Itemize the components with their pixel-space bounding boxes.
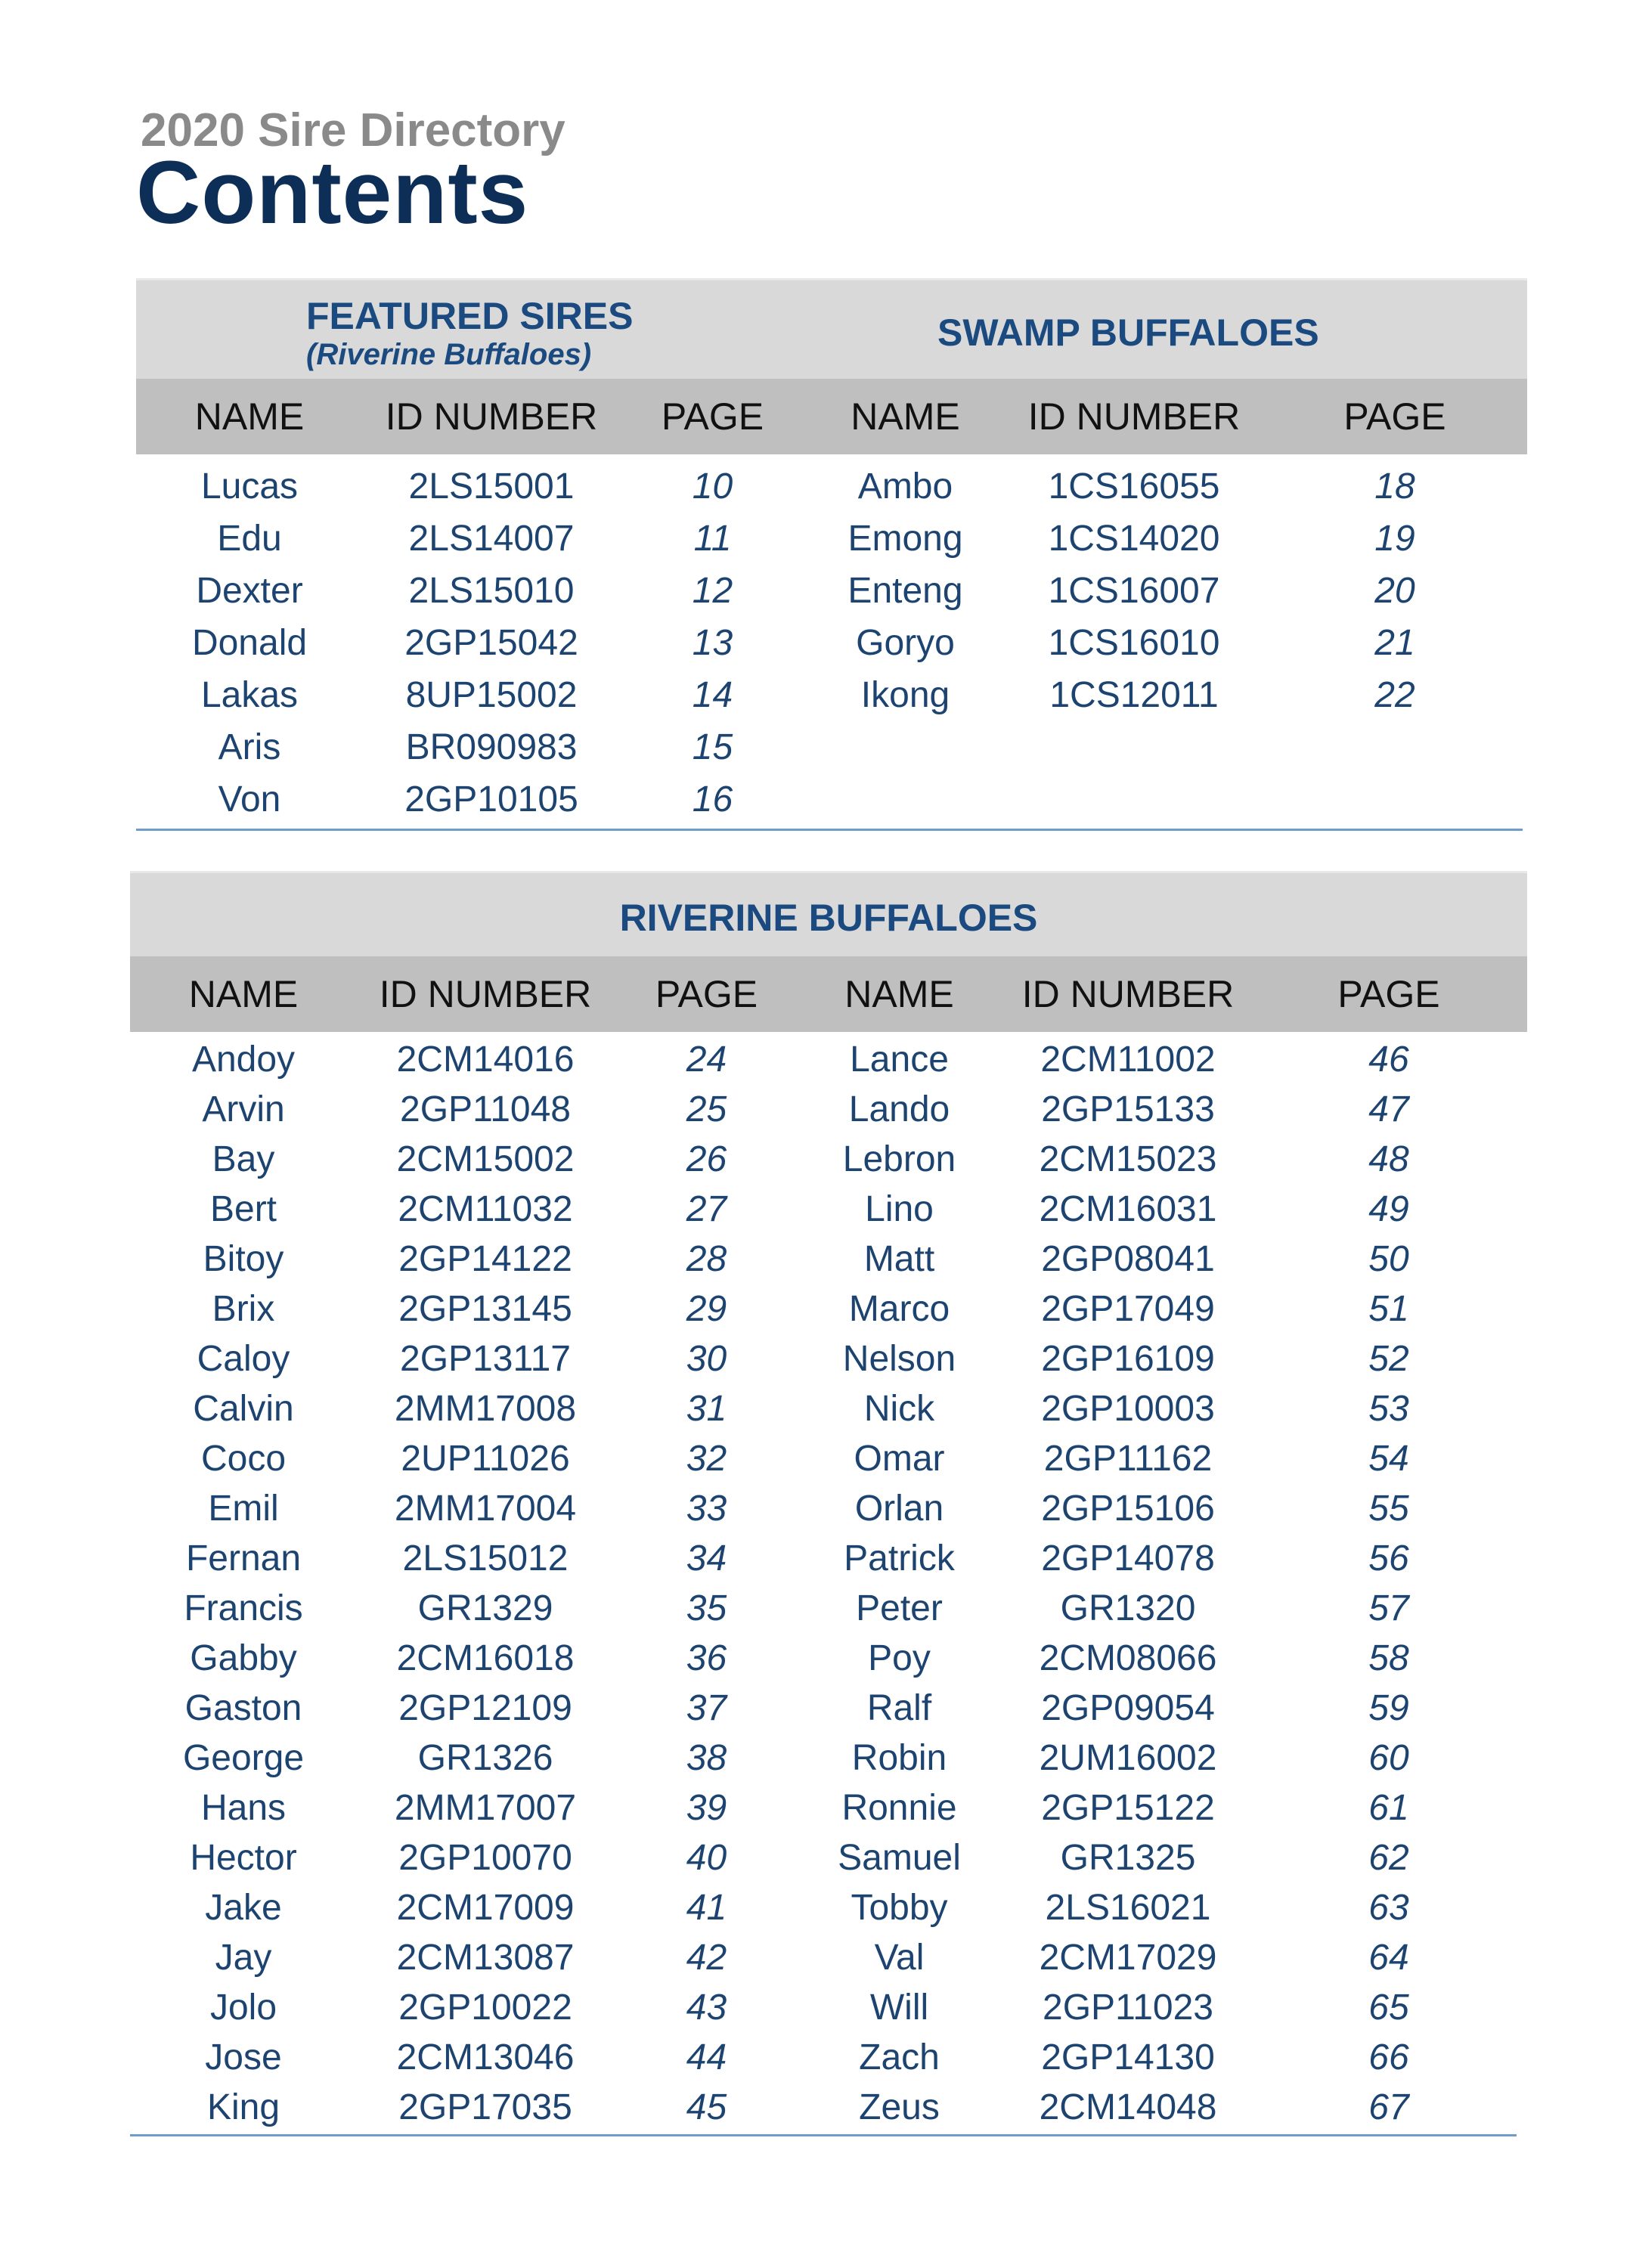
page-number: 43	[686, 1988, 727, 2028]
sire-name: Hector	[190, 1838, 297, 1878]
sire-name: Jose	[205, 2037, 282, 2077]
table-row	[130, 1334, 1527, 1384]
sire-name: George	[182, 1738, 305, 1778]
sire-name: Jake	[205, 1888, 282, 1928]
table-row	[130, 1684, 1527, 1734]
page-number: 59	[1368, 1688, 1409, 1728]
featured-sires-subtitle: (Riverine Buffaloes)	[306, 338, 592, 371]
sire-name: Omar	[854, 1439, 945, 1479]
sire-id-number: 2GP10105	[404, 779, 578, 820]
table-row	[130, 1534, 1527, 1584]
sire-id-number: 2CM17009	[396, 1888, 575, 1928]
sire-name: Von	[218, 779, 281, 820]
page-number: 66	[1368, 2037, 1409, 2077]
riverine-table-rule	[130, 2134, 1517, 2136]
sire-id-number: 2LS15001	[408, 466, 575, 507]
sire-name: Patrick	[844, 1538, 955, 1579]
table-row	[130, 2033, 1527, 2083]
page-number: 37	[686, 1688, 727, 1728]
sire-name: Zeus	[859, 2087, 940, 2127]
page-number: 16	[692, 779, 733, 820]
table-row	[130, 1634, 1527, 1684]
sire-id-number: GR1326	[417, 1738, 553, 1778]
sire-name: King	[206, 2087, 280, 2127]
sire-id-number: 2GP09054	[1041, 1688, 1215, 1728]
sire-name: Francis	[184, 1588, 303, 1628]
page-number: 55	[1368, 1489, 1409, 1529]
sire-name: Peter	[856, 1588, 943, 1628]
sire-id-number: 2GP15133	[1041, 1089, 1215, 1129]
sire-id-number: 2CM16018	[396, 1638, 575, 1678]
sire-id-number: 1CS16055	[1048, 466, 1220, 507]
table-row	[130, 1284, 1527, 1334]
table-row	[130, 1235, 1527, 1284]
sire-name: Fernan	[185, 1538, 302, 1579]
featured-table-banner	[136, 278, 1527, 379]
page-number: 41	[686, 1888, 727, 1928]
sire-id-number: 2LS14007	[408, 519, 575, 559]
sire-id-number: 2CM15023	[1039, 1139, 1217, 1179]
riverine-buffaloes-table	[130, 871, 1527, 2136]
sire-id-number: GR1320	[1060, 1588, 1196, 1628]
table-row	[130, 1933, 1527, 1983]
sire-name: Emil	[208, 1489, 279, 1529]
page-number: 11	[693, 519, 732, 559]
page-number	[1263, 721, 1527, 773]
sire-name: Enteng	[847, 571, 963, 611]
riverine-table-banner	[130, 871, 1527, 956]
sire-name: Lando	[848, 1089, 950, 1129]
sire-id-number: 2GP13145	[398, 1289, 572, 1329]
sire-id-number: 2GP10003	[1041, 1389, 1215, 1429]
sire-id-number: 2CM11002	[1040, 1040, 1216, 1080]
sire-id-number: 2GP17035	[398, 2087, 572, 2127]
sire-id-number: 2LS16021	[1045, 1888, 1211, 1928]
sire-id-number: 2GP15106	[1041, 1489, 1215, 1529]
table-row	[136, 565, 1527, 617]
sire-id-number: 2GP10022	[398, 1988, 572, 2028]
page-number: 19	[1374, 519, 1415, 559]
page-number: 29	[686, 1289, 727, 1329]
sire-id-number: 2GP14130	[1041, 2037, 1215, 2077]
sire-id-number: 2GP14078	[1041, 1538, 1215, 1579]
page-number: 60	[1368, 1738, 1409, 1778]
sire-id-number: 2CM13087	[396, 1938, 575, 1978]
column-header-id-number: ID NUMBER	[1021, 973, 1235, 1015]
page-number: 21	[1374, 623, 1415, 663]
page-number: 26	[686, 1139, 727, 1179]
sire-id-number: 2UP11026	[401, 1439, 570, 1479]
page-number	[1263, 773, 1527, 826]
sire-id-number: 2GP16109	[1041, 1339, 1215, 1379]
sire-id-number: 2CM08066	[1039, 1638, 1217, 1678]
page-number: 36	[686, 1638, 727, 1678]
sire-name: Bay	[212, 1139, 275, 1179]
sire-name: Goryo	[856, 623, 955, 663]
sire-name: Poy	[868, 1638, 931, 1678]
featured-column-headers	[136, 379, 1527, 454]
featured-sires-heading	[306, 294, 634, 372]
sire-name	[805, 773, 1006, 826]
sire-id-number: 2GP15122	[1041, 1788, 1215, 1828]
sire-id-number: 1CS16007	[1048, 571, 1220, 611]
page-number: 57	[1368, 1588, 1409, 1628]
sire-name: Donald	[191, 623, 308, 663]
page-number: 61	[1368, 1788, 1409, 1828]
sire-id-number: 2GP11048	[400, 1089, 571, 1129]
sire-name: Tobby	[851, 1888, 948, 1928]
column-header-page: PAGE	[661, 395, 764, 438]
table-row	[130, 1484, 1527, 1534]
page-number: 63	[1368, 1888, 1409, 1928]
sire-name: Samuel	[838, 1838, 961, 1878]
sire-name: Nelson	[842, 1339, 956, 1379]
page-number: 15	[692, 727, 733, 767]
page-number: 64	[1368, 1938, 1409, 1978]
sire-name: Bert	[209, 1189, 277, 1229]
page-number: 27	[686, 1189, 727, 1229]
page-number: 56	[1368, 1538, 1409, 1579]
sire-id-number: 1CS12011	[1049, 675, 1219, 715]
sire-name: Calvin	[193, 1389, 294, 1429]
sire-id-number: 2GP12109	[398, 1688, 572, 1728]
table-row	[130, 1035, 1527, 1085]
page-number: 58	[1368, 1638, 1409, 1678]
table-row	[136, 460, 1527, 513]
page-number: 46	[1368, 1040, 1409, 1080]
page-number: 51	[1368, 1289, 1409, 1329]
sire-id-number: 2UM16002	[1039, 1738, 1217, 1778]
sire-id-number: 2GP11023	[1043, 1988, 1213, 2028]
sire-name: Lebron	[842, 1139, 956, 1179]
sire-name: Aris	[218, 727, 281, 767]
table-row	[130, 1983, 1527, 2033]
sire-name: Lance	[850, 1040, 949, 1080]
table-row	[130, 1434, 1527, 1484]
sire-id-number: 2GP17049	[1041, 1289, 1215, 1329]
sire-id-number: 2GP15042	[404, 623, 578, 663]
page-number: 67	[1368, 2087, 1409, 2127]
sire-name: Will	[869, 1988, 929, 2028]
riverine-buffaloes-heading: RIVERINE BUFFALOES	[619, 897, 1038, 939]
page-number: 50	[1368, 1239, 1409, 1279]
sire-name: Jolo	[209, 1988, 277, 2028]
sire-name: Emong	[847, 519, 963, 559]
table-row	[130, 1384, 1527, 1434]
sire-name: Bitoy	[203, 1239, 284, 1279]
page-number: 13	[692, 623, 733, 663]
table-row	[136, 721, 1527, 773]
page-number: 62	[1368, 1838, 1409, 1878]
sire-name: Caloy	[197, 1339, 290, 1379]
page-number: 28	[686, 1239, 727, 1279]
page-number: 40	[686, 1838, 727, 1878]
sire-id-number: 2CM17029	[1039, 1938, 1217, 1978]
featured-rows	[136, 454, 1527, 826]
page-number: 12	[692, 571, 733, 611]
sire-id-number: BR090983	[405, 727, 578, 767]
page-number: 45	[686, 2087, 727, 2127]
sire-id-number: 2CM13046	[396, 2037, 575, 2077]
page-number: 14	[692, 675, 733, 715]
page-number: 34	[686, 1538, 727, 1579]
page-number: 65	[1368, 1988, 1409, 2028]
sire-name: Marco	[848, 1289, 950, 1329]
sire-id-number: 2CM11032	[398, 1189, 573, 1229]
sire-name: Robin	[851, 1738, 947, 1778]
page-number: 38	[686, 1738, 727, 1778]
table-row	[130, 1135, 1527, 1185]
sire-name: Gabby	[190, 1638, 297, 1678]
sire-id-number: 2GP14122	[398, 1239, 572, 1279]
page-number: 33	[686, 1489, 727, 1529]
sire-name: Edu	[217, 519, 282, 559]
column-header-id-number: ID NUMBER	[1027, 395, 1241, 438]
column-header-id-number: ID NUMBER	[379, 973, 592, 1015]
sire-id-number	[1006, 721, 1263, 773]
column-header-page: PAGE	[655, 973, 758, 1015]
sire-id-number: 2GP08041	[1041, 1239, 1215, 1279]
sire-id-number: 2MM17008	[394, 1389, 577, 1429]
riverine-column-headers	[130, 956, 1527, 1032]
sire-id-number: 2CM15002	[396, 1139, 575, 1179]
sire-name: Matt	[863, 1239, 935, 1279]
sire-name: Coco	[200, 1439, 287, 1479]
featured-sires-table	[136, 278, 1527, 831]
page-number: 30	[686, 1339, 727, 1379]
page-number: 52	[1368, 1339, 1409, 1379]
sire-name: Orlan	[854, 1489, 944, 1529]
swamp-buffaloes-heading: SWAMP BUFFALOES	[937, 311, 1319, 354]
sire-name: Arvin	[202, 1089, 285, 1129]
table-row	[130, 2083, 1527, 2133]
column-header-id-number: ID NUMBER	[385, 395, 598, 438]
sire-id-number: 2MM17004	[394, 1489, 577, 1529]
sire-id-number: 1CS14020	[1048, 519, 1220, 559]
page-number: 54	[1368, 1439, 1409, 1479]
sire-id-number: 1CS16010	[1048, 623, 1220, 663]
sire-id-number: 2MM17007	[394, 1788, 577, 1828]
sire-name: Zach	[859, 2037, 940, 2077]
sire-name: Hans	[200, 1788, 287, 1828]
page-title: Contents	[136, 143, 529, 243]
page-number: 25	[686, 1089, 727, 1129]
page-number: 31	[686, 1389, 727, 1429]
page-number: 32	[686, 1439, 727, 1479]
table-row	[130, 1085, 1527, 1135]
table-row	[130, 1734, 1527, 1783]
sire-id-number: 2CM14048	[1039, 2087, 1217, 2127]
sire-name: Jay	[215, 1938, 272, 1978]
sire-name: Dexter	[196, 571, 303, 611]
page-number: 22	[1374, 675, 1415, 715]
column-header-name: NAME	[188, 973, 299, 1015]
table-row	[130, 1783, 1527, 1833]
sire-id-number: 2GP13117	[400, 1339, 571, 1379]
sire-name	[805, 721, 1006, 773]
sire-name: Ronnie	[841, 1788, 957, 1828]
sire-name: Lino	[865, 1189, 934, 1229]
featured-table-rule	[136, 829, 1523, 831]
sire-name: Ralf	[866, 1688, 932, 1728]
page-number: 24	[686, 1040, 727, 1080]
page-number: 10	[692, 466, 733, 507]
document-subtitle: 2020 Sire Directory	[141, 104, 566, 156]
featured-sires-title: FEATURED SIRES	[306, 295, 634, 337]
page-number: 48	[1368, 1139, 1409, 1179]
page-number: 18	[1374, 466, 1415, 507]
sire-name: Nick	[863, 1389, 935, 1429]
table-row	[130, 1833, 1527, 1883]
sire-id-number: 2CM16031	[1039, 1189, 1217, 1229]
column-header-page: PAGE	[1337, 973, 1440, 1015]
sire-id-number: GR1329	[417, 1588, 553, 1628]
column-header-name: NAME	[844, 973, 954, 1015]
sire-name: Brix	[212, 1289, 275, 1329]
page-number: 49	[1368, 1189, 1409, 1229]
page-number: 20	[1374, 571, 1415, 611]
sire-id-number: 2LS15010	[408, 571, 575, 611]
sire-id-number: 2CM14016	[396, 1040, 575, 1080]
page-number: 44	[686, 2037, 727, 2077]
sire-id-number: 8UP15002	[405, 675, 578, 715]
sire-id-number: GR1325	[1060, 1838, 1196, 1878]
page-number: 39	[686, 1788, 727, 1828]
table-row	[136, 669, 1527, 721]
page-number: 35	[686, 1588, 727, 1628]
sire-name: Ambo	[857, 466, 953, 507]
column-header-name: NAME	[194, 395, 305, 438]
table-row	[136, 773, 1527, 826]
sire-name: Andoy	[191, 1040, 296, 1080]
table-row	[130, 1883, 1527, 1933]
sire-id-number: 2GP11162	[1043, 1439, 1213, 1479]
sire-id-number: 2GP10070	[398, 1838, 572, 1878]
riverine-rows	[130, 1032, 1527, 2133]
sire-name: Lucas	[200, 466, 299, 507]
sire-name: Val	[874, 1938, 925, 1978]
page-number: 42	[686, 1938, 727, 1978]
sire-name: Lakas	[200, 675, 299, 715]
sire-name: Ikong	[860, 675, 950, 715]
sire-name: Gaston	[184, 1688, 302, 1728]
column-header-page: PAGE	[1343, 395, 1446, 438]
page-number: 53	[1368, 1389, 1409, 1429]
column-header-name: NAME	[851, 395, 960, 438]
sire-id-number	[1006, 773, 1263, 826]
sire-id-number: 2LS15012	[402, 1538, 569, 1579]
table-row	[136, 617, 1527, 669]
table-row	[130, 1185, 1527, 1235]
table-row	[130, 1584, 1527, 1634]
table-row	[136, 513, 1527, 565]
page-number: 47	[1368, 1089, 1409, 1129]
